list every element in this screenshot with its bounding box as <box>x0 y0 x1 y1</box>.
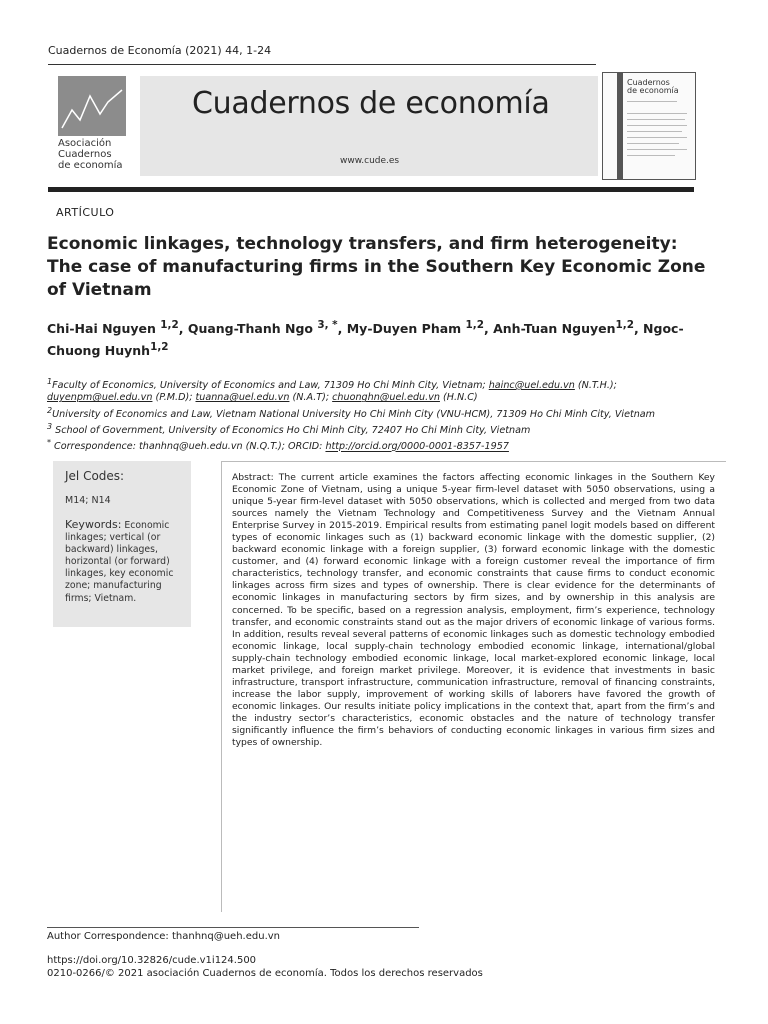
author-affiliation-mark: 1,2 <box>615 319 634 331</box>
article-type-label: ARTÍCULO <box>56 206 115 219</box>
email-link[interactable]: hainc@uel.edu.vn <box>488 380 575 392</box>
orcid-link[interactable]: http://orcid.org/0000-0001-8357-1957 <box>325 441 509 453</box>
jel-codes-value: M14; N14 <box>65 495 111 506</box>
logo-graph-icon <box>58 76 126 136</box>
abstract-box <box>221 461 726 912</box>
cover-title: Cuadernos de economía <box>627 78 679 95</box>
abstract-text: Abstract: The current article examines the factors affecting economic linkages in the Southern Key Economic Zone of Vietnam, using a unique 5-year firm-level dataset with 5050 observations, using a unique 5-year firm-level dataset with 5050 observations, which is collected and merged from two data sources namely the Vietnam Technology and Competitiveness Survey and the Vietnam Annual Enterprise Survey in 2015-2019. Empirical results from estimating panel logit models based on different types of economic linkages such as (1) backward economic linkage with the domestic supplier, (2) backward economic linkage with a foreign supplier, (3) forward economic linkage with the domestic customer, and (4) forward economic linkage with a foreign customer reveal the importance of firm characteristics, technology transfer, and economic constraints that cause firms to conduct economic linkages across firm sizes and types of ownership. There is clear evidence for the determinants of economic linkages in manufacturing sectors by firm sizes, and by ownership in this analysis are concerned. To be specific, based on a regression analysis, employment, firm’s experience, technology transfer, and economic constraints stand out as the major drivers of economic linkage of various forms. In addition, results reveal several patterns of economic linkages such as domestic technology embodied economic linkage, local supply-chain technology embodied economic linkage, international/global supply-chain technology embodied economic linkage, local market-explored economic linkage, local market privilege, and foreign market privilege. Moreover, it is evidence that investments in basic infrastructure, transport infrastructure, communication infrastructure, removal of financing constraints, increase the labor supply, improvement of working skills of laborers have favored the growth of economic linkages. Our results initiate policy implications in the context that, apart from the firm’s and the industry sector’s characteristics, economic obstacles and the nature of technology transfer significantly influence the firm’s behaviors of conducting economic linkages in various firm sizes and types of ownership. <box>232 472 715 749</box>
footer-doi[interactable]: https://doi.org/10.32826/cude.v1i124.500 <box>47 955 257 966</box>
email-link[interactable]: tuanna@uel.edu.vn <box>195 392 290 404</box>
author-list: Chi-Hai Nguyen $^{1,2}$, Quang-Thanh Ngo $^{3, *}$, My-Duyen Pham $^{1,2}$, Anh-Tuan Nguyen$^{1,2}$, Ngoc-Chuong Huynh$^{1,2}$ <box>47 319 684 359</box>
footer-author-correspondence: Author Correspondence: thanhnq@ueh.edu.vn <box>47 931 281 942</box>
journal-title: Cuadernos de economía <box>192 86 550 121</box>
affiliations <box>47 376 707 454</box>
author-name: Chi-Hai Nguyen <box>47 321 156 337</box>
author-name: Quang-Thanh Ngo <box>187 321 313 337</box>
email-link[interactable]: chuonghn@uel.edu.vn <box>332 392 440 404</box>
author-name: Anh-Tuan Nguyen <box>493 321 616 337</box>
author-affiliation-mark: 1,2 <box>465 319 484 331</box>
logo-text: Asociación Cuadernos de economía <box>58 138 123 171</box>
affiliation-1: $^1$Faculty of Economics, University of Economics and Law, 71309 Ho Chi Minh City, Vietnam; hainc@uel.edu.vn (N.T.H.); duyenpm@uel.edu.vn (P.M.D); tuanna@uel.edu.vn (N.A.T); chuonghn@uel.edu.vn (H.N.C) <box>47 377 617 404</box>
header-thick-rule <box>48 187 694 192</box>
article-title: Economic linkages, technology transfers, and firm heterogeneity: The case of manufacturing firms in the Southern Key Economic Zone of Vietnam <box>47 234 706 300</box>
journal-reference: Cuadernos de Economía (2021) 44, 1-24 <box>48 44 272 57</box>
footer-copyright: 0210-0266/© 2021 asociación Cuadernos de economía. Todos los derechos reservados <box>47 968 483 979</box>
jel-keywords-panel <box>53 461 191 627</box>
journal-cover-thumbnail <box>602 72 696 180</box>
author-affiliation-mark: 3, * <box>317 319 338 331</box>
author-name: Ngoc-Chuong Huynh <box>47 321 684 359</box>
keywords-text: Economic linkages; vertical (or backward) linkages, horizontal (or forward) linkages, key economic zone; manufacturing firms; Vietnam. <box>65 520 174 604</box>
journal-url[interactable]: www.cude.es <box>340 156 400 166</box>
keywords <box>65 519 187 605</box>
affiliation-3: $^3$ School of Government, University of Economics Ho Chi Minh City, 72407 Ho Chi Minh City, Vietnam <box>47 421 531 437</box>
author-affiliation-mark: 1,2 <box>160 319 179 331</box>
header-rule <box>48 64 596 65</box>
journal-banner <box>140 76 598 176</box>
footer-rule <box>47 927 419 928</box>
affiliation-2: $^2$University of Economics and Law, Vietnam National University Ho Chi Minh City (VNU-HCM), 71309 Ho Chi Minh City, Vietnam <box>47 405 656 420</box>
correspondence: * Correspondence: thanhnq@ueh.edu.vn (N.Q.T.); ORCID: http://orcid.org/0000-0001-8357-1957 <box>47 438 509 453</box>
author-affiliation-mark: 1,2 <box>150 341 169 354</box>
jel-codes-title: Jel Codes: <box>65 469 125 483</box>
author-name: My-Duyen Pham <box>346 321 462 337</box>
email-link[interactable]: duyenpm@uel.edu.vn <box>47 392 153 404</box>
keywords-label: Keywords: <box>65 518 122 531</box>
association-logo <box>56 76 130 178</box>
